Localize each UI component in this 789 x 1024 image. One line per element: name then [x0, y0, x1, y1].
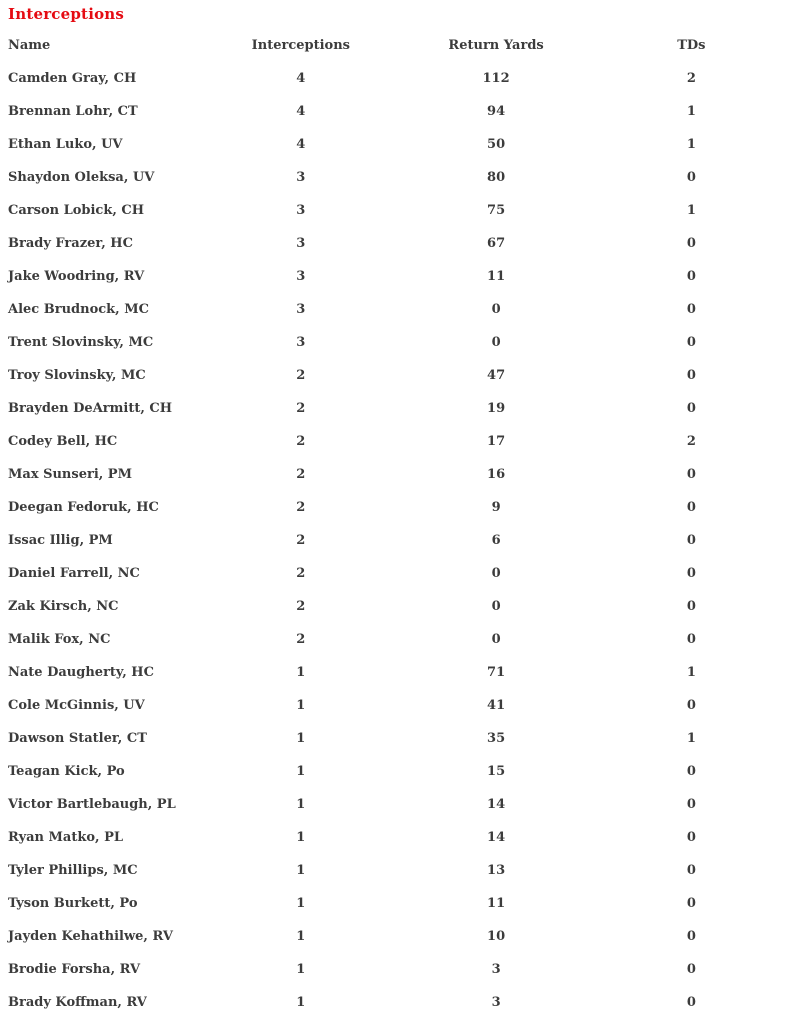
interceptions-cell: 1 [296, 995, 306, 1010]
tds-cell: 0 [686, 368, 696, 383]
return-yards-cell: 11 [487, 269, 506, 284]
tds-cell: 2 [686, 71, 696, 86]
table-row [0, 656, 789, 689]
return-yards-cell: 3 [491, 995, 501, 1010]
player-name-cell: Brodie Forsha, RV [8, 962, 141, 977]
table-body [0, 62, 789, 1019]
player-name-cell: Brady Frazer, HC [8, 236, 133, 251]
return-yards-cell: 0 [491, 566, 501, 581]
tds-cell: 0 [686, 830, 696, 845]
player-name-cell: Issac Illig, PM [8, 533, 113, 548]
table-row [0, 326, 789, 359]
interceptions-cell: 3 [296, 203, 306, 218]
table-row [0, 458, 789, 491]
return-yards-cell: 16 [487, 467, 506, 482]
table-row [0, 755, 789, 788]
interceptions-cell: 2 [296, 533, 306, 548]
return-yards-cell: 71 [487, 665, 506, 680]
tds-cell: 0 [686, 995, 696, 1010]
tds-cell: 0 [686, 566, 696, 581]
player-name-cell: Brayden DeArmitt, CH [8, 401, 173, 416]
return-yards-cell: 112 [482, 71, 510, 86]
tds-cell: 1 [686, 665, 696, 680]
player-name-cell: Nate Daugherty, HC [8, 665, 154, 680]
player-name-cell: Jayden Kehathilwe, RV [8, 929, 173, 944]
table-row [0, 788, 789, 821]
tds-cell: 0 [686, 599, 696, 614]
player-name-cell: Cole McGinnis, UV [8, 698, 145, 713]
return-yards-cell: 0 [491, 599, 501, 614]
interceptions-cell: 1 [296, 929, 306, 944]
player-name-cell: Codey Bell, HC [8, 434, 118, 449]
tds-cell: 0 [686, 863, 696, 878]
tds-cell: 0 [686, 533, 696, 548]
table-row [0, 62, 789, 95]
return-yards-cell: 0 [491, 632, 501, 647]
player-name-cell: Troy Slovinsky, MC [8, 368, 146, 383]
table-row [0, 689, 789, 722]
tds-cell: 1 [686, 104, 696, 119]
table-row [0, 227, 789, 260]
player-name-cell: Ethan Luko, UV [8, 137, 123, 152]
table-row [0, 557, 789, 590]
table-row [0, 260, 789, 293]
tds-cell: 0 [686, 500, 696, 515]
interceptions-cell: 2 [296, 599, 306, 614]
tds-cell: 2 [686, 434, 696, 449]
tds-cell: 0 [686, 896, 696, 911]
player-name-cell: Alec Brudnock, MC [8, 302, 149, 317]
return-yards-cell: 14 [487, 797, 506, 812]
return-yards-cell: 50 [487, 137, 506, 152]
return-yards-cell: 15 [487, 764, 506, 779]
table-row [0, 293, 789, 326]
table-row [0, 953, 789, 986]
interceptions-cell: 2 [296, 368, 306, 383]
return-yards-cell: 11 [487, 896, 506, 911]
tds-cell: 0 [686, 467, 696, 482]
table-row [0, 722, 789, 755]
tds-cell: 0 [686, 698, 696, 713]
table-row [0, 854, 789, 887]
interceptions-cell: 1 [296, 698, 306, 713]
player-name-cell: Max Sunseri, PM [8, 467, 132, 482]
table-row [0, 524, 789, 557]
tds-cell: 0 [686, 335, 696, 350]
interceptions-cell: 1 [296, 764, 306, 779]
interceptions-cell: 1 [296, 830, 306, 845]
interceptions-cell: 4 [296, 104, 306, 119]
return-yards-cell: 0 [491, 302, 501, 317]
tds-cell: 0 [686, 170, 696, 185]
tds-cell: 0 [686, 269, 696, 284]
interceptions-cell: 2 [296, 434, 306, 449]
table-row [0, 425, 789, 458]
tds-cell: 0 [686, 929, 696, 944]
return-yards-cell: 14 [487, 830, 506, 845]
tds-cell: 0 [686, 764, 696, 779]
interceptions-cell: 1 [296, 863, 306, 878]
table-row [0, 194, 789, 227]
return-yards-cell: 6 [491, 533, 501, 548]
return-yards-cell: 0 [491, 335, 501, 350]
page-title: Interceptions [8, 5, 125, 23]
player-name-cell: Camden Gray, CH [8, 71, 137, 86]
table-row [0, 590, 789, 623]
player-name-cell: Tyson Burkett, Po [8, 896, 138, 911]
interceptions-cell: 1 [296, 797, 306, 812]
interceptions-cell: 4 [296, 71, 306, 86]
table-row [0, 887, 789, 920]
tds-cell: 1 [686, 203, 696, 218]
table-header-row [0, 29, 789, 62]
table-row [0, 623, 789, 656]
return-yards-cell: 94 [487, 104, 506, 119]
table-row [0, 491, 789, 524]
return-yards-cell: 41 [487, 698, 506, 713]
interceptions-cell: 2 [296, 467, 306, 482]
interceptions-cell: 2 [296, 500, 306, 515]
player-name-cell: Shaydon Oleksa, UV [8, 170, 155, 185]
return-yards-cell: 3 [491, 962, 501, 977]
table-row [0, 986, 789, 1019]
return-yards-cell: 67 [487, 236, 506, 251]
tds-cell: 1 [686, 137, 696, 152]
column-header-interceptions: Interceptions [251, 38, 350, 53]
return-yards-cell: 13 [487, 863, 506, 878]
column-header-name: Name [8, 38, 51, 53]
player-name-cell: Brennan Lohr, CT [8, 104, 138, 119]
interceptions-cell: 3 [296, 236, 306, 251]
player-name-cell: Malik Fox, NC [8, 632, 111, 647]
return-yards-cell: 19 [487, 401, 506, 416]
player-name-cell: Jake Woodring, RV [8, 269, 145, 284]
table-row [0, 359, 789, 392]
interceptions-cell: 1 [296, 962, 306, 977]
return-yards-cell: 17 [487, 434, 506, 449]
player-name-cell: Trent Slovinsky, MC [8, 335, 154, 350]
interceptions-cell: 4 [296, 137, 306, 152]
tds-cell: 0 [686, 401, 696, 416]
tds-cell: 0 [686, 302, 696, 317]
table-row [0, 392, 789, 425]
return-yards-cell: 10 [487, 929, 506, 944]
player-name-cell: Ryan Matko, PL [8, 830, 123, 845]
interceptions-cell: 3 [296, 269, 306, 284]
player-name-cell: Tyler Phillips, MC [8, 863, 138, 878]
table-row [0, 821, 789, 854]
table-row [0, 95, 789, 128]
return-yards-cell: 35 [487, 731, 506, 746]
return-yards-cell: 47 [487, 368, 506, 383]
interceptions-cell: 2 [296, 401, 306, 416]
tds-cell: 0 [686, 797, 696, 812]
player-name-cell: Carson Lobick, CH [8, 203, 145, 218]
player-name-cell: Dawson Statler, CT [8, 731, 147, 746]
interceptions-cell: 1 [296, 665, 306, 680]
player-name-cell: Brady Koffman, RV [8, 995, 147, 1010]
tds-cell: 1 [686, 731, 696, 746]
tds-cell: 0 [686, 236, 696, 251]
column-header-return-yards: Return Yards [448, 38, 544, 53]
tds-cell: 0 [686, 632, 696, 647]
table-row [0, 128, 789, 161]
table-row [0, 920, 789, 953]
interceptions-cell: 1 [296, 731, 306, 746]
player-name-cell: Zak Kirsch, NC [8, 599, 119, 614]
player-name-cell: Deegan Fedoruk, HC [8, 500, 159, 515]
player-name-cell: Daniel Farrell, NC [8, 566, 140, 581]
interceptions-table [0, 29, 789, 1019]
column-header-tds: TDs [677, 38, 706, 53]
interceptions-cell: 3 [296, 170, 306, 185]
interceptions-cell: 3 [296, 302, 306, 317]
player-name-cell: Teagan Kick, Po [8, 764, 125, 779]
return-yards-cell: 80 [487, 170, 506, 185]
tds-cell: 0 [686, 962, 696, 977]
interceptions-cell: 1 [296, 896, 306, 911]
player-name-cell: Victor Bartlebaugh, PL [8, 797, 176, 812]
return-yards-cell: 75 [487, 203, 506, 218]
return-yards-cell: 9 [491, 500, 501, 515]
interceptions-cell: 2 [296, 566, 306, 581]
interceptions-cell: 3 [296, 335, 306, 350]
table-row [0, 161, 789, 194]
interceptions-cell: 2 [296, 632, 306, 647]
